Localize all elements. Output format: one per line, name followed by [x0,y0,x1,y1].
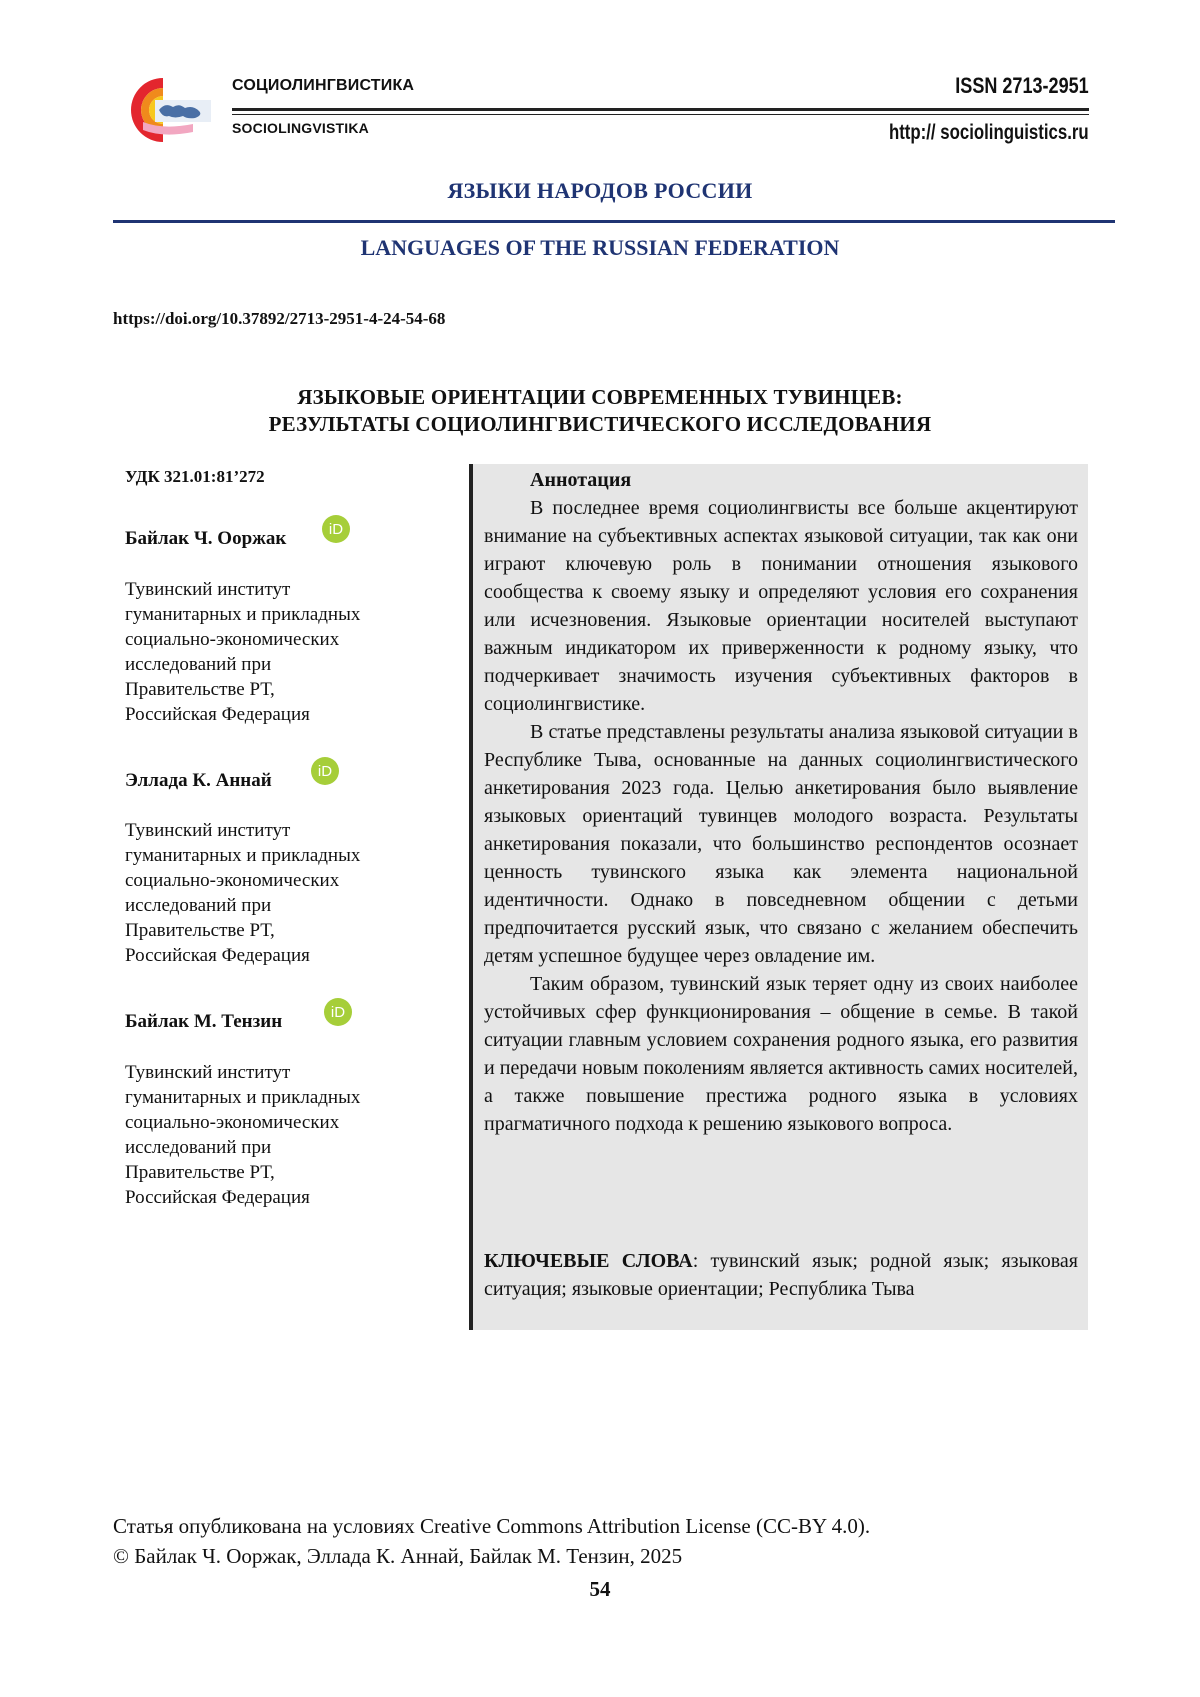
article-title-line: РЕЗУЛЬТАТЫ СОЦИОЛИНГВИСТИЧЕСКОГО ИССЛЕДОВАНИЯ [268,412,932,436]
author-name: Байлак Ч. Ооржак [125,528,287,549]
abstract-heading: Аннотация [530,469,632,491]
author-affiliation: Тувинский институт гуманитарных и прикладных социально-экономических исследований при Правительстве РТ, Российская Федерация [125,1062,361,1208]
license-note: Статья опубликована на условиях Creative Commons Attribution License (CC-BY 4.0). [113,1514,871,1538]
article-title [0,384,1200,438]
page-number: 54 [589,1577,611,1601]
section-title-en: LANGUAGES OF THE RUSSIAN FEDERATION [360,235,840,260]
article-title-line: ЯЗЫКОВЫЕ ОРИЕНТАЦИИ СОВРЕМЕННЫХ ТУВИНЦЕВ: [297,385,903,409]
udk: УДК 321.01:81’272 [125,467,265,486]
section-title-ru: ЯЗЫКИ НАРОДОВ РОССИИ [447,178,753,203]
keywords-label: КЛЮЧЕВЫЕ СЛОВА [484,1250,693,1272]
orcid-icon[interactable]: iD [311,757,339,785]
journal-name-en: SOCIOLINGVISTIKA [232,120,369,136]
header-divider [232,108,1089,111]
doi-link[interactable]: https://doi.org/10.37892/2713-2951-4-24-54-68 [113,309,446,328]
abstract-paragraph: Таким образом, тувинский язык теряет одну из своих наиболее устойчивых сфер функционирования – общение в семье. В такой ситуации главным условием сохранения родного языка, его развития и передачи новым поколениям является активность самих носителей, а также повышение престижа родного языка в условиях прагматичного подхода к решению языкового вопроса. [484,973,1078,1135]
journal-url[interactable]: http:// sociolinguistics.ru [889,121,1089,144]
abstract-bar [469,464,473,1330]
abstract [484,466,1078,1138]
footer [113,1511,870,1571]
author-affiliation: Тувинский институт гуманитарных и прикладных социально-экономических исследований при Правительстве РТ, Российская Федерация [125,579,361,725]
abstract-paragraph: В статье представлены результаты анализа языковой ситуации в Республике Тыва, основанные на данных социолингвистического анкетирования 2023 года. Целью анкетирования было выявление языковых ориентаций тувинцев молодого возраста. Результаты анкетирования показали, что большинство респондентов осознает ценность тувинского языка как элемента национальной идентичности. Однако в повседневном общении с детьми предпочитается русский язык, что связано с желанием обеспечить детям успешное будущее через овладение им. [484,721,1078,967]
author-affiliation: Тувинский институт гуманитарных и прикладных социально-экономических исследований при Правительстве РТ, Российская Федерация [125,820,361,966]
issn: ISSN 2713-2951 [955,73,1089,98]
section-divider [113,220,1115,223]
abstract-paragraph: В последнее время социолингвисты все больше акцентируют внимание на субъективных аспектах языковой ситуации, так как они играют ключевую роль в понимании отношения языкового сообщества к своему языку и определяют условия его сохранения или исчезновения. Языковые ориентации носителей выступают важным индикатором их приверженности к родному языку, что подчеркивает значимость изучения субъективных факторов в социолингвистике. [484,497,1078,715]
header-divider-thin [232,114,1089,115]
copyright: © Байлак Ч. Ооржак, Эллада К. Аннай, Байлак М. Тензин, 2025 [113,1544,683,1568]
journal-logo-icon [113,74,213,146]
author-name: Байлак М. Тензин [125,1011,283,1032]
journal-name-ru: СОЦИОЛИНГВИСТИКА [232,77,415,94]
author-name: Эллада К. Аннай [125,770,272,791]
orcid-icon[interactable]: iD [322,515,350,543]
keywords [484,1247,1078,1303]
keywords-text: : тувинский язык; родной язык; языковая ситуация; языковые ориентации; Республика Тыва [484,1250,1078,1300]
orcid-icon[interactable]: iD [324,998,352,1026]
